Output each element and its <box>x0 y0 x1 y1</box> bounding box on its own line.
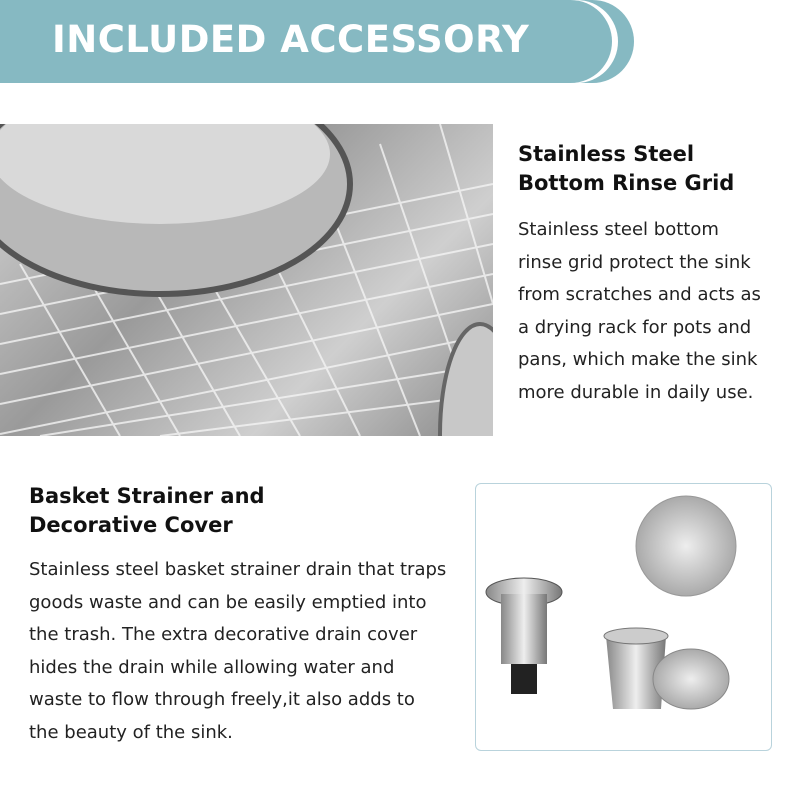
basket-strainer-heading: Basket Strainer and Decorative Cover <box>29 484 265 537</box>
rinse-grid-photo <box>0 124 493 436</box>
basket-strainer-photo <box>475 483 772 751</box>
rinse-grid-illustration <box>0 124 493 436</box>
rinse-grid-description: Stainless steel bottom rinse grid protect the sink from scratches and acts as a drying rack for pots and pans, which make the sink more durable in daily use. <box>518 219 761 403</box>
rinse-grid-heading: Stainless Steel Bottom Rinse Grid <box>518 142 735 195</box>
basket-strainer-description: Stainless steel basket strainer drain that traps goods waste and can be easily emptied into the trash. The extra decorative drain cover hides the drain while allowing water and waste to flow through freely,it also adds to the beauty of the sink. <box>29 559 447 743</box>
basket-strainer-illustration <box>476 484 772 751</box>
banner-title: INCLUDED ACCESSORY <box>52 18 530 61</box>
